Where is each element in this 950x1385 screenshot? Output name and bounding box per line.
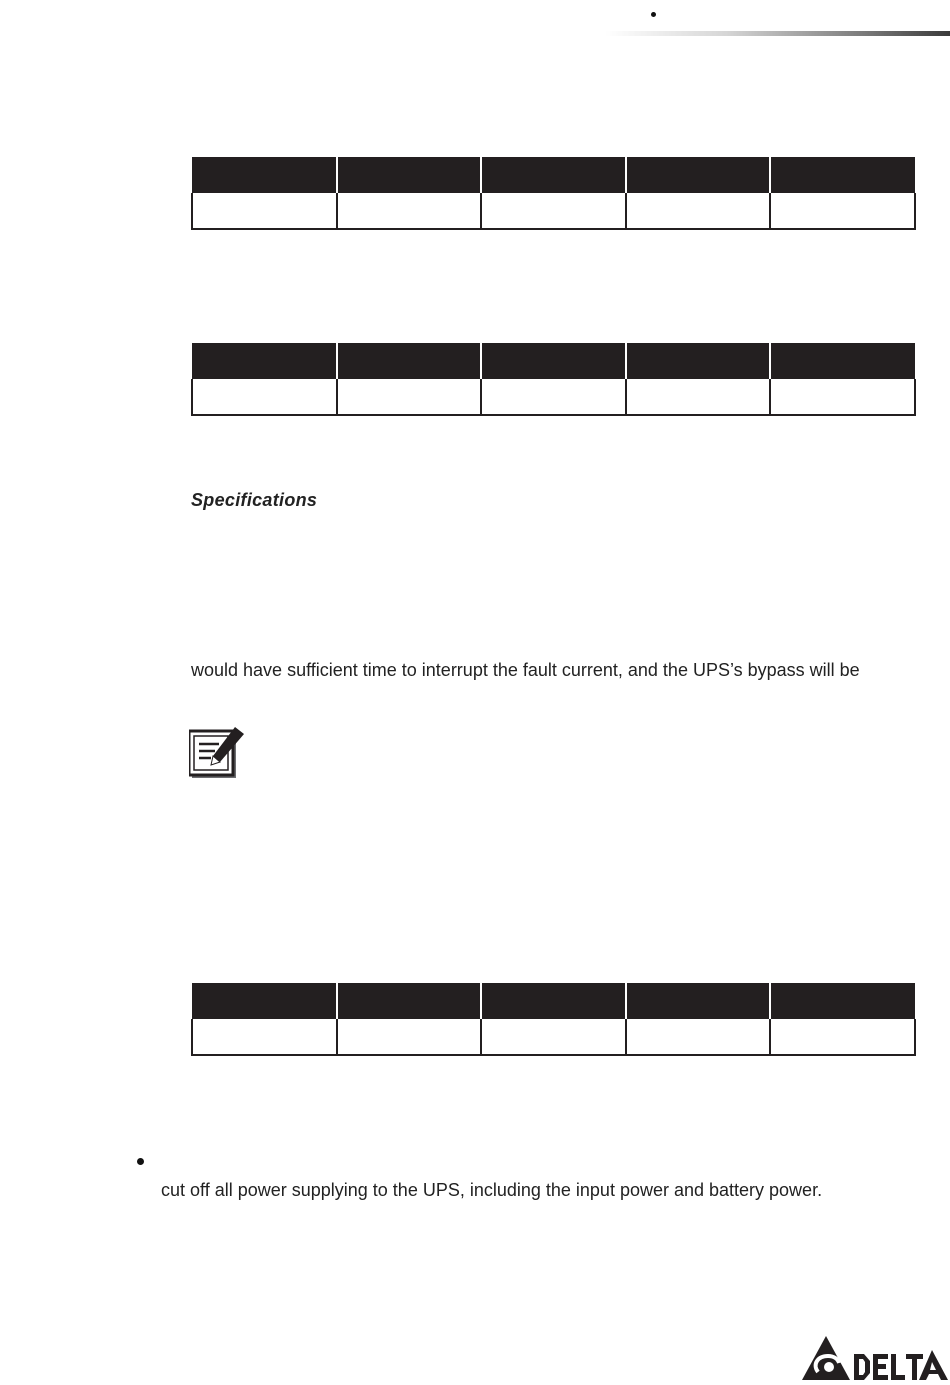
table-header-cell [481, 157, 626, 193]
table-row [192, 379, 915, 415]
table-cell [337, 379, 482, 415]
table-header-cell [770, 343, 915, 379]
table-header-cell [770, 983, 915, 1019]
table-cell [192, 379, 337, 415]
table-row [192, 1019, 915, 1055]
table-cell [337, 1019, 482, 1055]
table-header-row [192, 157, 915, 193]
table-cell [770, 193, 915, 229]
table-cell [337, 193, 482, 229]
table-header-cell [192, 343, 337, 379]
bullet-point [137, 1158, 144, 1165]
table-header-cell [770, 157, 915, 193]
table-header-cell [337, 157, 482, 193]
table-cell [626, 193, 771, 229]
table-cell [481, 1019, 626, 1055]
table-header-cell [192, 983, 337, 1019]
delta-triangle-logo [802, 1336, 850, 1380]
spec-table-2 [191, 343, 916, 416]
header-dot [651, 12, 656, 17]
table-header-cell [481, 343, 626, 379]
table-cell [192, 1019, 337, 1055]
table-header-cell [192, 157, 337, 193]
body-paragraph: would have sufficient time to interrupt the fault current, and the UPS’s bypass will be [191, 660, 860, 680]
table-cell [770, 379, 915, 415]
table-row [192, 193, 915, 229]
note-pencil-icon [189, 724, 251, 780]
table-cell [481, 193, 626, 229]
table-cell [626, 1019, 771, 1055]
header-gradient-bar [605, 31, 950, 36]
table-header-cell [626, 157, 771, 193]
bullet-text: cut off all power supplying to the UPS, including the input power and battery power. [161, 1180, 823, 1200]
spec-table-1 [191, 157, 916, 230]
table-cell [770, 1019, 915, 1055]
delta-logo [802, 1334, 948, 1382]
table-header-cell [626, 343, 771, 379]
table-header-row [192, 983, 915, 1019]
table-header-cell [337, 343, 482, 379]
section-title: Specifications [191, 490, 318, 510]
table-cell [481, 379, 626, 415]
table-cell [626, 379, 771, 415]
table-header-row [192, 343, 915, 379]
spec-table-3 [191, 983, 916, 1056]
table-cell [192, 193, 337, 229]
table-header-cell [626, 983, 771, 1019]
delta-wordmark [854, 1350, 948, 1380]
table-header-cell [337, 983, 482, 1019]
table-header-cell [481, 983, 626, 1019]
